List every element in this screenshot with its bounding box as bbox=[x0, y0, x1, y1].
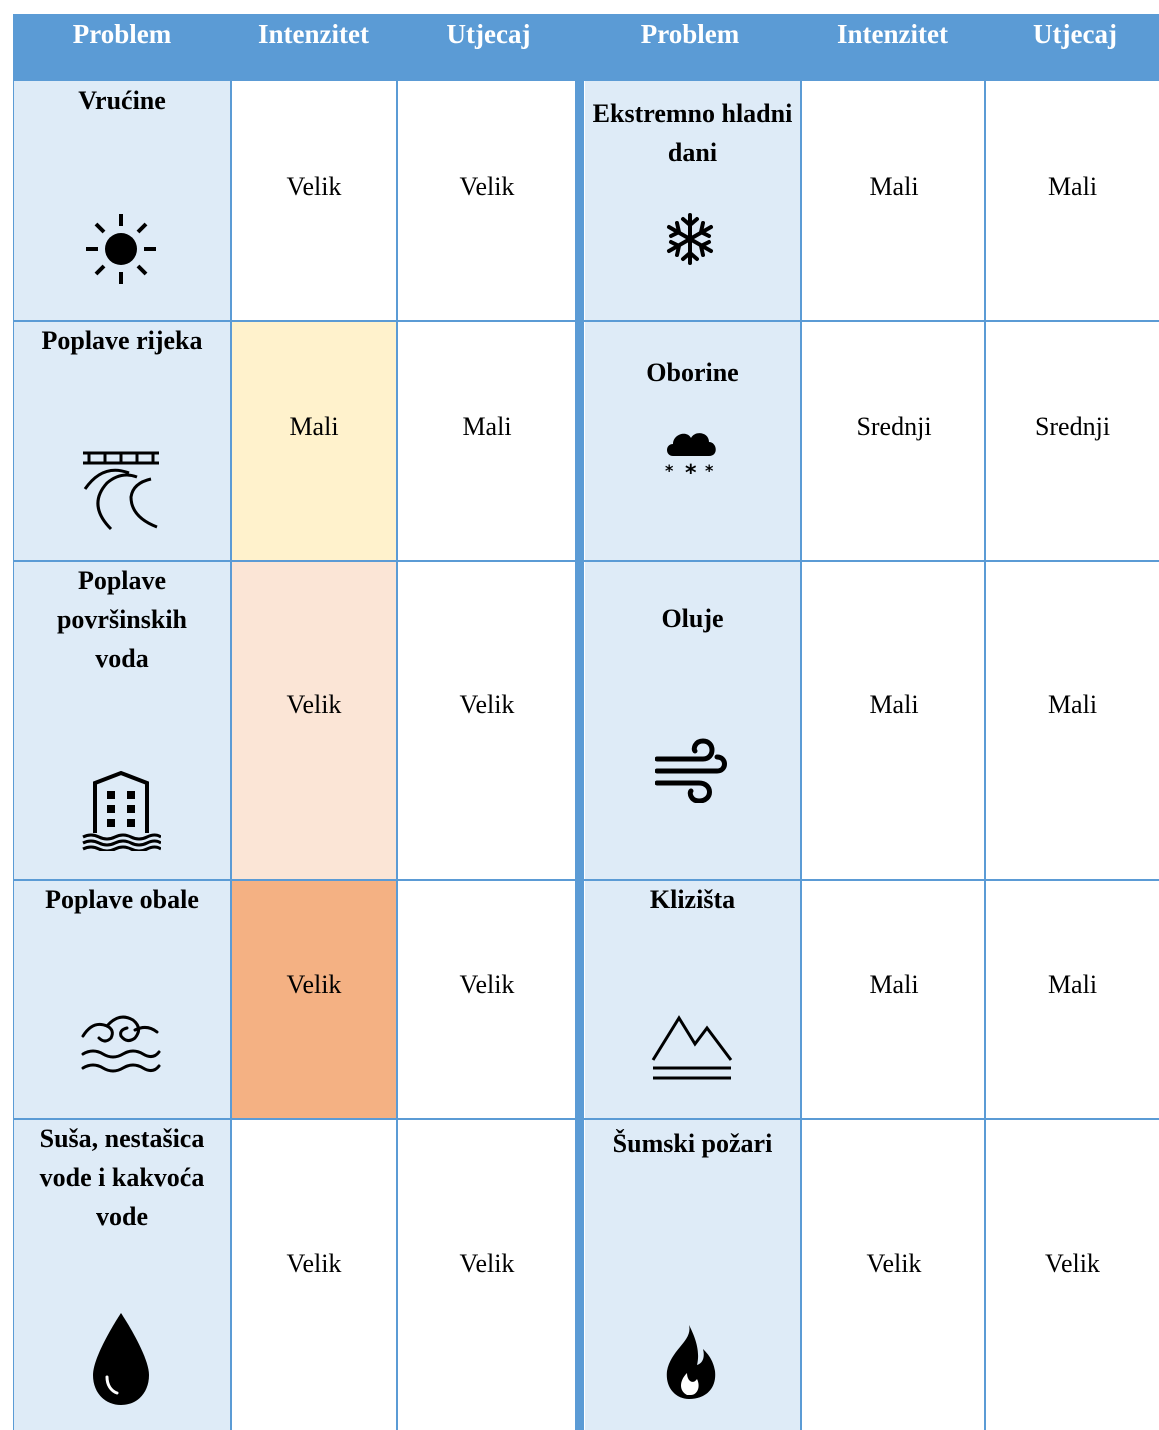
table-row-1-right-problem bbox=[585, 81, 800, 321]
problem-label: Suša, nestašica vode i kakvoća vode bbox=[39, 1124, 205, 1231]
snowflake-icon bbox=[665, 212, 715, 266]
table-row-1-left-problem bbox=[13, 81, 231, 321]
table-row-3-left-problem bbox=[13, 561, 231, 880]
intensity-value: Velik bbox=[866, 1249, 922, 1278]
intensity-value: Velik bbox=[286, 690, 342, 719]
mountain-landslide-icon bbox=[651, 1014, 733, 1082]
intensity-value: Mali bbox=[869, 970, 919, 999]
table-row-3-right-problem bbox=[585, 561, 800, 880]
table-header bbox=[13, 14, 1159, 81]
header-problem-left: Problem bbox=[72, 18, 172, 49]
table-row-4-right-problem bbox=[585, 880, 800, 1119]
header-intensity-left: Intenzitet bbox=[258, 18, 369, 49]
intensity-value: Velik bbox=[286, 1249, 342, 1278]
problem-label: Poplave obale bbox=[45, 885, 199, 914]
problem-label: Šumski požari bbox=[612, 1129, 773, 1158]
header-impact-right: Utjecaj bbox=[1033, 18, 1117, 49]
svg-text:*: * bbox=[705, 461, 714, 480]
problem-label: Vrućine bbox=[78, 86, 166, 115]
table-row-4-left-problem bbox=[13, 880, 231, 1119]
intensity-value: Velik bbox=[286, 172, 342, 201]
table-row-5-right-problem bbox=[585, 1119, 800, 1430]
intensity-value: Mali bbox=[869, 172, 919, 201]
problem-label: Poplave rijeka bbox=[41, 326, 203, 355]
coastal-wave-icon bbox=[79, 1010, 163, 1082]
impact-value: Mali bbox=[462, 412, 512, 441]
snow-cloud-icon bbox=[663, 426, 719, 480]
center-divider bbox=[575, 81, 584, 1430]
problem-label: Klizišta bbox=[649, 885, 736, 914]
water-drop-icon bbox=[89, 1311, 153, 1407]
intensity-value: Srednji bbox=[856, 412, 932, 441]
header-problem-right: Problem bbox=[640, 18, 740, 49]
impact-value: Velik bbox=[459, 690, 515, 719]
impact-value: Mali bbox=[1047, 172, 1098, 201]
grid-line bbox=[984, 81, 986, 1430]
impact-value: Velik bbox=[459, 1249, 515, 1278]
intensity-value: Mali bbox=[289, 412, 339, 441]
impact-value: Mali bbox=[1047, 690, 1098, 719]
svg-text:*: * bbox=[665, 461, 674, 480]
impact-value: Velik bbox=[459, 970, 515, 999]
svg-text:*: * bbox=[685, 461, 697, 480]
table-row-5-left-problem bbox=[13, 1119, 231, 1430]
wind-icon bbox=[655, 737, 727, 803]
impact-value: Srednji bbox=[1034, 412, 1111, 441]
grid-line bbox=[800, 81, 802, 1430]
intensity-value: Velik bbox=[286, 970, 342, 999]
sun-icon bbox=[83, 211, 159, 287]
impact-value: Velik bbox=[1045, 1249, 1100, 1278]
river-flood-icon bbox=[81, 449, 161, 531]
intensity-value: Mali bbox=[869, 690, 919, 719]
impact-value: Mali bbox=[1047, 970, 1098, 999]
flooded-building-icon bbox=[81, 769, 161, 851]
table-row-2-left-problem bbox=[13, 321, 231, 561]
problem-label: Oluje bbox=[661, 604, 724, 633]
header-intensity-right: Intenzitet bbox=[837, 18, 948, 49]
problem-label: Oborine bbox=[646, 358, 739, 387]
problem-label: Ekstremno hladni dani bbox=[592, 99, 793, 167]
grid-line bbox=[396, 81, 398, 1430]
header-impact-left: Utjecaj bbox=[446, 18, 531, 49]
intensity-fill-medium bbox=[231, 561, 397, 880]
problem-label: Poplave površinskih voda bbox=[56, 566, 188, 673]
fire-icon bbox=[663, 1323, 719, 1401]
table-row-2-right-problem bbox=[585, 321, 800, 561]
impact-value: Velik bbox=[459, 172, 515, 201]
